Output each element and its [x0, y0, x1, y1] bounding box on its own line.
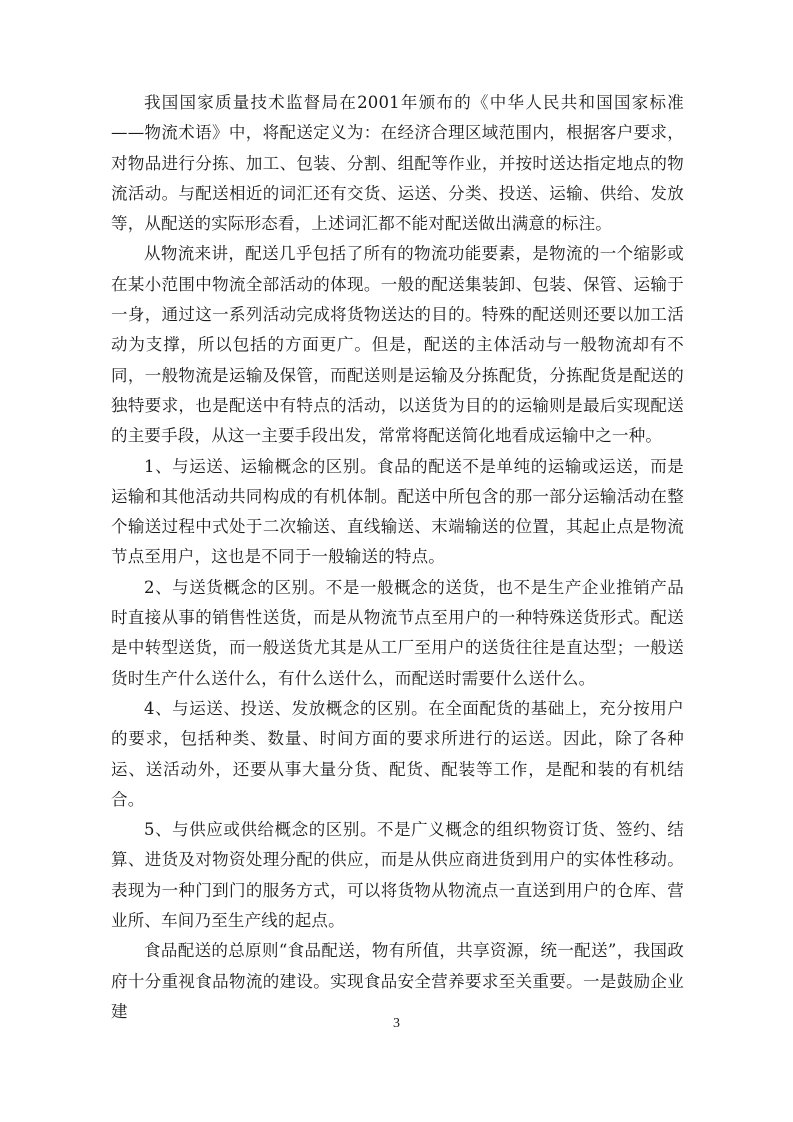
paragraph-distinction-supply: 5、与供应或供给概念的区别。不是广义概念的组织物资订货、签约、结算、进货及对物资处理分配的供应，而是从供应商进货到用户的实体性移动。表现为一种门到门的服务方式，可以将货物从物流点一直送到用户的仓库、营业所、车间乃至生产线的起点。: [111, 820, 684, 931]
paragraph-distinction-delivery: 2、与送货概念的区别。不是一般概念的送货，也不是生产企业推销产品时直接从事的销售性送货，而是从物流节点至用户的一种特殊送货形式。配送是中转型送货，而一般送货尤其是从工厂至用户的送货往往是直达型；一般送货时生产什么送什么，有什么送什么，而配送时需要什么送什么。: [111, 577, 684, 688]
page-number: 3: [393, 1016, 400, 1031]
paragraph-logistics-scope: 从物流来讲，配送几乎包括了所有的物流功能要素，是物流的一个缩影或在某小范围中物流全部活动的体现。一般的配送集装卸、包装、保管、运输于一身，通过这一系列活动完成将货物送达的目的。特殊的配送则还要以加工活动为支撑，所以包括的方面更广。但是，配送的主体活动与一般物流却有不同，一般物流是运输及保管，而配送则是运输及分拣配货，分拣配货是配送的独特要求，也是配送中有特点的活动，以送货为目的的运输则是最后实现配送的主要手段，从这一主要手段出发，常常将配送简化地看成运输中之一种。: [111, 244, 684, 446]
document-body: [111, 88, 684, 1027]
paragraph-distinction-dispatch: 4、与运送、投送、发放概念的区别。在全面配货的基础上，充分按用户的要求，包括种类、数量、时间方面的要求所进行的运送。因此，除了各种运、送活动外，还要从事大量分货、配货、配装等工作，是配和装的有机结合。: [111, 698, 684, 809]
paragraph-definition: 我国国家质量技术监督局在2001年颁布的《中华人民共和国国家标准——物流术语》中，将配送定义为：在经济合理区域范围内，根据客户要求，对物品进行分拣、加工、包装、分割、组配等作业，并按时送达指定地点的物流活动。与配送相近的词汇还有交货、运送、分类、投送、运输、供给、发放等，从配送的实际形态看，上述词汇都不能对配送做出满意的标注。: [111, 93, 684, 234]
paragraph-principle: 食品配送的总原则“食品配送，物有所值，共享资源，统一配送”，我国政府十分重视食品物流的建设。实现食品安全营养要求至关重要。一是鼓励企业建: [111, 941, 684, 1021]
paragraph-distinction-transport: 1、与运送、运输概念的区别。食品的配送不是单纯的运输或运送，而是运输和其他活动共同构成的有机体制。配送中所包含的那一部分运输活动在整个输送过程中式处于二次输送、直线输送、末端输送的位置，其起止点是物流节点至用户，这也是不同于一般输送的特点。: [111, 456, 684, 567]
